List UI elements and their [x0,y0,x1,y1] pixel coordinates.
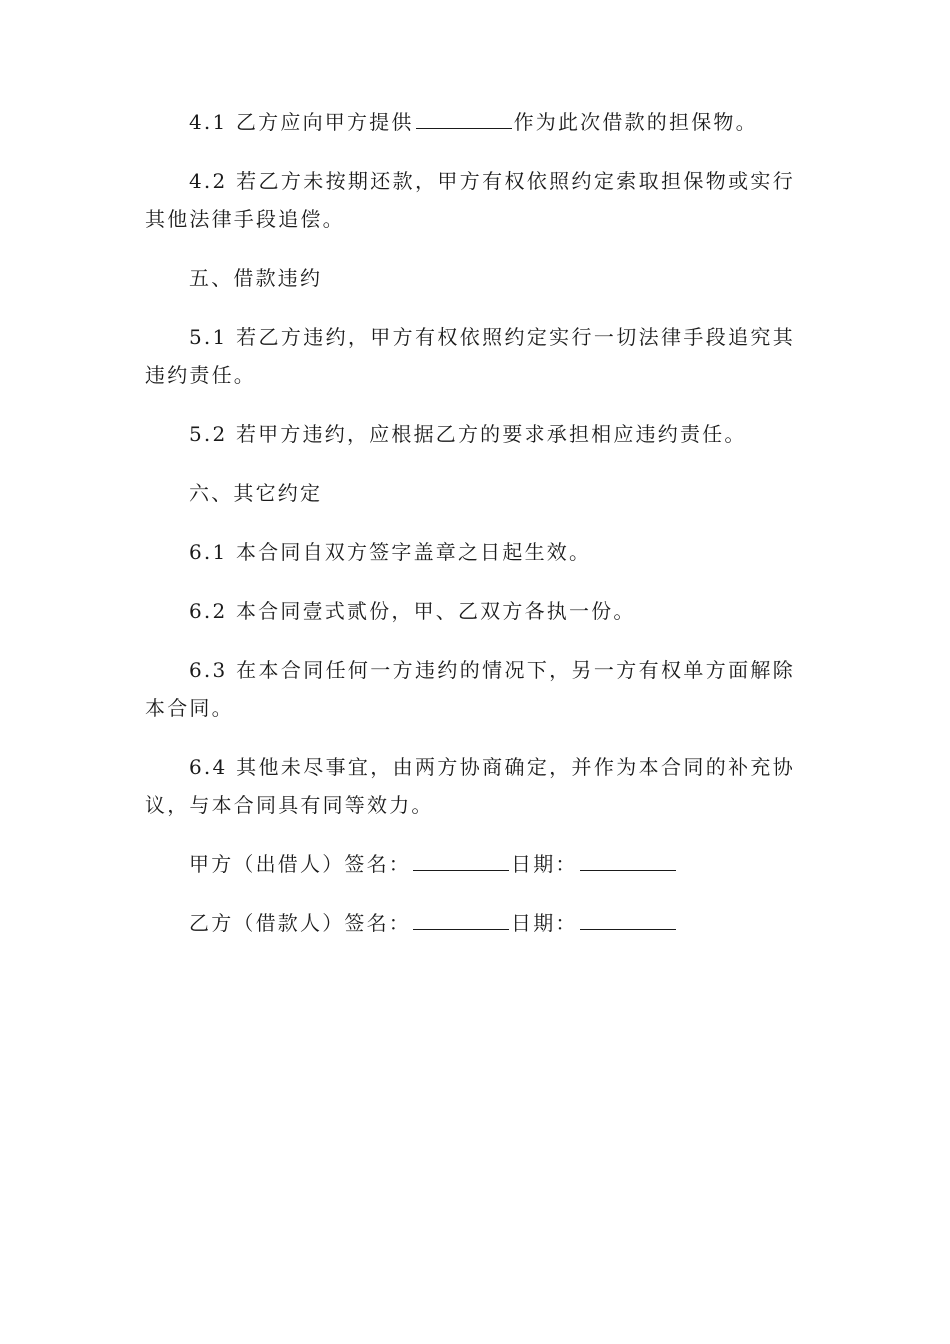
clause-4-1-text-a: 4.1 乙方应向甲方提供 [189,110,414,134]
section-heading-5: 五、借款违约 [189,266,323,290]
clause-5-2: 5.2 若甲方违约，应根据乙方的要求承担相应违约责任。 [189,422,747,446]
document-page [145,103,795,963]
party-b-signature-label: 乙方（借款人）签名： [189,911,411,935]
party-a-signature-field[interactable] [413,846,509,871]
party-b-signature-field[interactable] [413,905,509,930]
clause-6-1: 6.1 本合同自双方签字盖章之日起生效。 [189,540,592,564]
party-b-date-field[interactable] [580,905,676,930]
clause-6-3: 6.3 在本合同任何一方违约的情况下，另一方有权单方面解除本合同。 [145,658,795,720]
party-a-date-label: 日期： [511,852,578,876]
party-a-signature-label: 甲方（出借人）签名： [189,852,411,876]
clause-6-2: 6.2 本合同壹式贰份，甲、乙双方各执一份。 [189,599,636,623]
clause-4-1 [145,103,795,141]
clause-6-4: 6.4 其他未尽事宜，由两方协商确定，并作为本合同的补充协议，与本合同具有同等效力。 [145,755,795,817]
party-b-date-label: 日期： [511,911,578,935]
section-heading-6: 六、其它约定 [189,481,323,505]
party-a-date-field[interactable] [580,846,676,871]
party-a-signature-line [145,845,795,883]
clause-5-1: 5.1 若乙方违约，甲方有权依照约定实行一切法律手段追究其违约责任。 [145,325,795,387]
party-b-signature-line [145,904,795,942]
clause-4-1-text-b: 作为此次借款的担保物。 [513,110,758,134]
clause-4-2: 4.2 若乙方未按期还款，甲方有权依照约定索取担保物或实行其他法律手段追偿。 [145,169,795,231]
collateral-blank-field[interactable] [416,104,512,129]
